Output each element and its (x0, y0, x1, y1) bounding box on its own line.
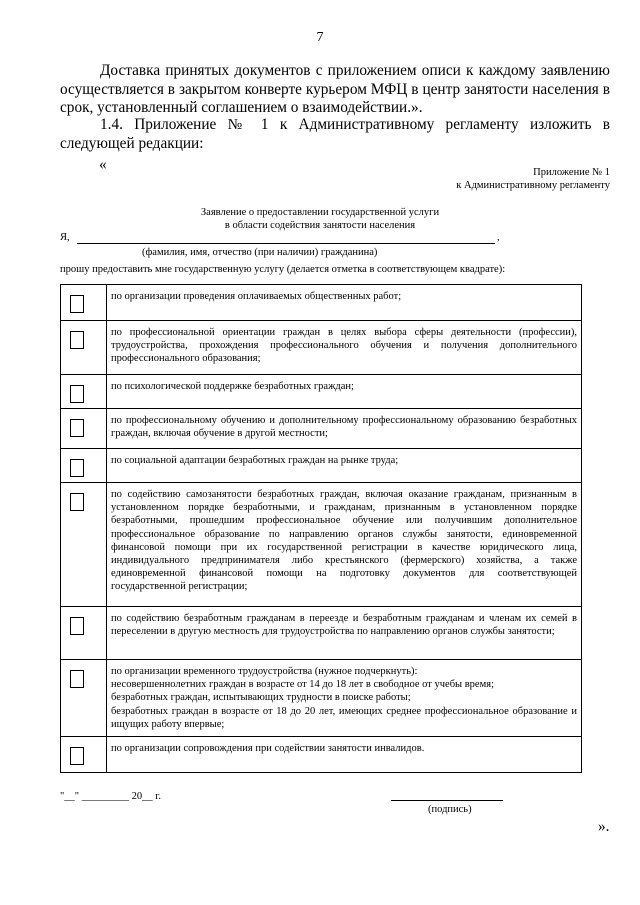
service-row (61, 607, 582, 660)
service-row (61, 737, 582, 773)
services-table (60, 284, 582, 773)
service-text: по социальной адаптации безработных граждан на рынке труда; (107, 449, 582, 483)
applicant-label: Я, (60, 232, 70, 243)
service-text: по организации проведения оплачиваемых общественных работ; (107, 285, 582, 321)
opening-quote: « (99, 156, 107, 173)
closing-quote: ». (598, 818, 610, 835)
service-checkbox[interactable] (70, 295, 84, 313)
service-row (61, 483, 582, 607)
service-checkbox[interactable] (70, 459, 84, 477)
service-text: по содействию безработным гражданам в переезде и безработным гражданам и членам их семей в переселении в другую местность для трудоустройства по направлению органов службы занятости; (107, 607, 582, 660)
temp-employment-option-difficulty[interactable]: безработных граждан, испытывающих трудности в поиске работы; (111, 692, 411, 704)
service-checkbox[interactable] (70, 493, 84, 511)
service-row (61, 285, 582, 321)
appendix-header (456, 166, 610, 192)
service-text: по профессиональному обучению и дополнительному профессиональному образованию безработных граждан, включая обучение в другой местности; (107, 409, 582, 449)
service-row (61, 375, 582, 409)
service-checkbox[interactable] (70, 670, 84, 688)
applicant-name-field[interactable] (77, 243, 495, 244)
service-row (61, 660, 582, 737)
request-text: прошу предоставить мне государственную услугу (делается отметка в соответствующем квадрате): (60, 264, 506, 275)
service-row (61, 321, 582, 375)
date-field[interactable]: "__" _________ 20__ г. (60, 791, 161, 802)
form-title-line-2: в области содействия занятости населения (224, 220, 416, 232)
temp-employment-text (107, 660, 582, 737)
appendix-line-2: к Административному регламенту (456, 180, 610, 192)
service-row (61, 409, 582, 449)
service-checkbox[interactable] (70, 617, 84, 635)
temp-employment-option-graduates[interactable]: безработных граждан в возрасте от 18 до 20 лет, имеющих среднее профессиональное образование и ищущих работу впервые; (111, 705, 577, 730)
service-checkbox[interactable] (70, 331, 84, 349)
service-text: по содействию самозанятости безработных граждан, включая оказание гражданам, признанным в установленном порядке безработными, и гражданам, признанным в установленном порядке безработными, прошедшим профессиональное обучение или получившим дополнительное профессиональное образование по направлению органов службы занятости, единовременной финансовой помощи при их государственной регистрации в качестве юридического лица, индивидуального предпринимателя либо крестьянского (фермерского) хозяйства, а также единовременной финансовой помощи на подготовку документов для соответствующей государственной регистрации; (107, 483, 582, 607)
service-text: по организации сопровождения при содействии занятости инвалидов. (107, 737, 582, 773)
service-checkbox[interactable] (70, 385, 84, 403)
form-title (0, 206, 640, 232)
service-text: по психологической поддержке безработных граждан; (107, 375, 582, 409)
form-title-line-1: Заявление о предоставлении государственной услуги (200, 207, 440, 218)
signature-caption: (подпись) (428, 804, 472, 815)
page-number: 7 (316, 30, 324, 45)
applicant-comma: , (497, 232, 500, 243)
service-text: по профессиональной ориентации граждан в целях выбора сферы деятельности (профессии), трудоустройства, прохождения профессионального обучения и получения дополнительного профессионального образования; (107, 321, 582, 375)
amendment-paragraph: 1.4. Приложение № 1 к Административному регламенту изложить в следующей редакции: (60, 116, 610, 152)
applicant-name-caption: (фамилия, имя, отчество (при наличии) гражданина) (142, 247, 378, 258)
service-checkbox[interactable] (70, 419, 84, 437)
appendix-line-1: Приложение № 1 (533, 167, 610, 178)
temp-employment-option-minors[interactable]: несовершеннолетних граждан в возрасте от 14 до 18 лет в свободное от учебы время; (111, 679, 494, 691)
service-checkbox[interactable] (70, 747, 84, 765)
temp-employment-intro: по организации временного трудоустройства (нужное подчеркнуть): (111, 666, 418, 677)
signature-field[interactable] (391, 800, 503, 801)
service-row (61, 449, 582, 483)
delivery-paragraph: Доставка принятых документов с приложением описи к каждому заявлению осуществляется в закрытом конверте курьером МФЦ в центр занятости населения в срок, установленный соглашением о взаимодействии.». (60, 62, 610, 116)
